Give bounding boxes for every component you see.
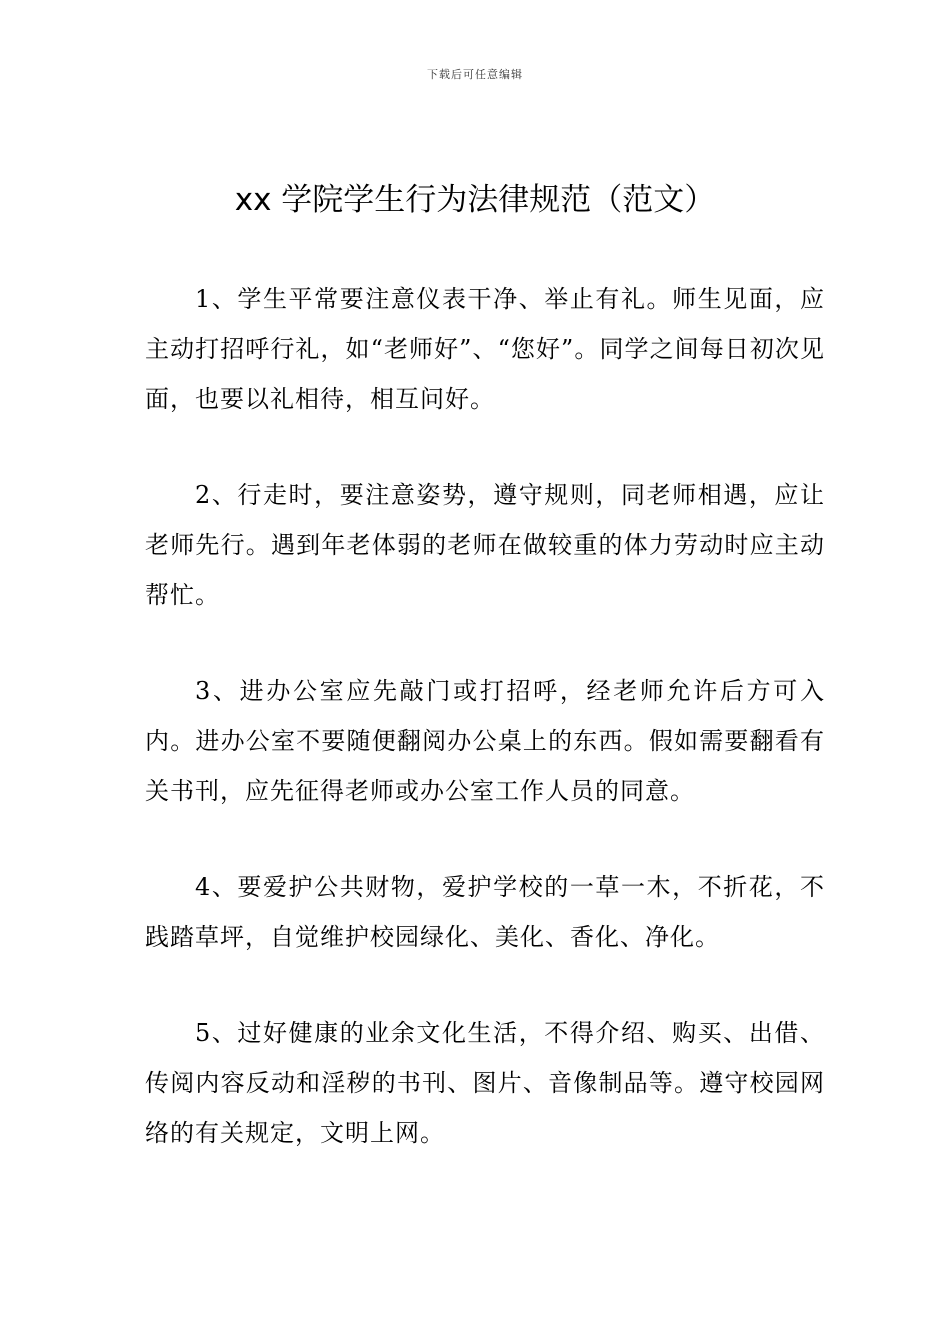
paragraph-1: 1、学生平常要注意仪表干净、举止有礼。师生见面，应主动打招呼行礼，如“老师好”、“您好”。同学之间每日初次见面，也要以礼相待，相互问好。 [145,285,825,413]
document-body [145,274,825,1204]
header-note: 下载后可任意编辑 [427,68,523,81]
document-title: xx 学院学生行为法律规范（范文） [234,182,716,218]
paragraph-2: 2、行走时，要注意姿势，遵守规则，同老师相遇，应让老师先行。遇到年老体弱的老师在做较重的体力劳动时应主动帮忙。 [145,481,825,609]
paragraph-5: 5、过好健康的业余文化生活，不得介绍、购买、出借、传阅内容反动和淫秽的书刊、图片、音像制品等。遵守校园网络的有关规定，文明上网。 [145,1019,825,1147]
paragraph-3: 3、进办公室应先敲门或打招呼，经老师允许后方可入内。进办公室不要随便翻阅办公桌上的东西。假如需要翻看有关书刊，应先征得老师或办公室工作人员的同意。 [145,677,825,805]
paragraph-4: 4、要爱护公共财物，爱护学校的一草一木，不折花，不践踏草坪，自觉维护校园绿化、美化、香化、净化。 [145,873,825,951]
